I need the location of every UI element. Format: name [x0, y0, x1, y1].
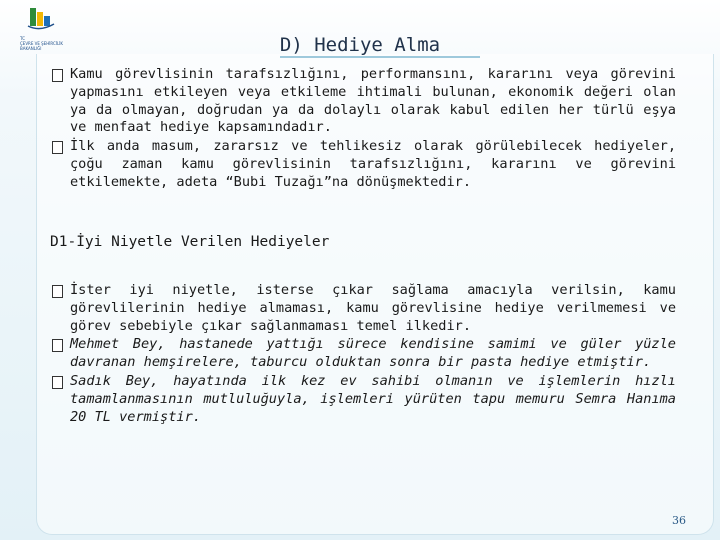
bullet-text: İlk anda masum, zararsız ve tehlikesiz olarak görülebilecek hediyeler, çoğu zaman kamu görevlisinin tarafsızlığını, kararını ve görevini etkilemekte, adeta “Bubi Tuzağı”na dönüşmektedir. [70, 138, 676, 190]
bullet-box-icon [52, 141, 63, 154]
page-number: 36 [672, 514, 686, 527]
logo-text-line-1: TC [20, 36, 26, 41]
bullet-item [52, 66, 676, 137]
bullet-item [52, 336, 676, 372]
bullet-item [52, 282, 676, 335]
slide-title: D) Hediye Alma [279, 34, 441, 56]
title-underline [280, 56, 480, 58]
section-subheading: D1-İyi Niyetle Verilen Hediyeler [50, 234, 330, 250]
bullet-box-icon [52, 339, 63, 352]
bullet-item [52, 138, 676, 191]
bullet-item [52, 373, 676, 426]
bullet-box-icon [52, 376, 63, 389]
bullet-text: Sadık Bey, hayatında ilk kez ev sahibi olmanın ve işlemlerin hızlı tamamlanmasının mutluluğuyla, işlemleri yürüten tapu memuru Semra Hanıma 20 TL vermiştir. [70, 372, 676, 425]
bullet-box-icon [52, 69, 63, 82]
bullet-box-icon [52, 285, 63, 298]
bullet-list-top [52, 66, 676, 192]
logo-text-line-2: ÇEVRE VE ŞEHİRCİLİK [20, 41, 64, 46]
bullet-text: Kamu görevlisinin tarafsızlığını, performansını, kararını veya görevini yapmasını etkileyen veya etkileme ihtimali bulunan, ekonomik değeri olan ya da olmayan, doğrudan ya da dolaylı olarak kabul edilen her türlü eşya ve menfaat hediye kapsamındadır. [70, 66, 676, 136]
bullet-list-bottom [52, 282, 676, 426]
logo-text-line-3: BAKANLIĞI [20, 46, 42, 51]
bullet-text: Mehmet Bey, hastanede yattığı sürece kendisine samimi ve güler yüzle davranan hemşirelere, taburcu olduktan sonra bir pasta hediye etmiştir. [70, 336, 676, 371]
bullet-text: İster iyi niyetle, isterse çıkar sağlama amacıyla verilsin, kamu görevlilerinin hediye almaması, kamu görevlisine hediye verilmemesi ve görev sebebiyle çıkar sağlanmaması temel ilkedir. [70, 282, 676, 334]
